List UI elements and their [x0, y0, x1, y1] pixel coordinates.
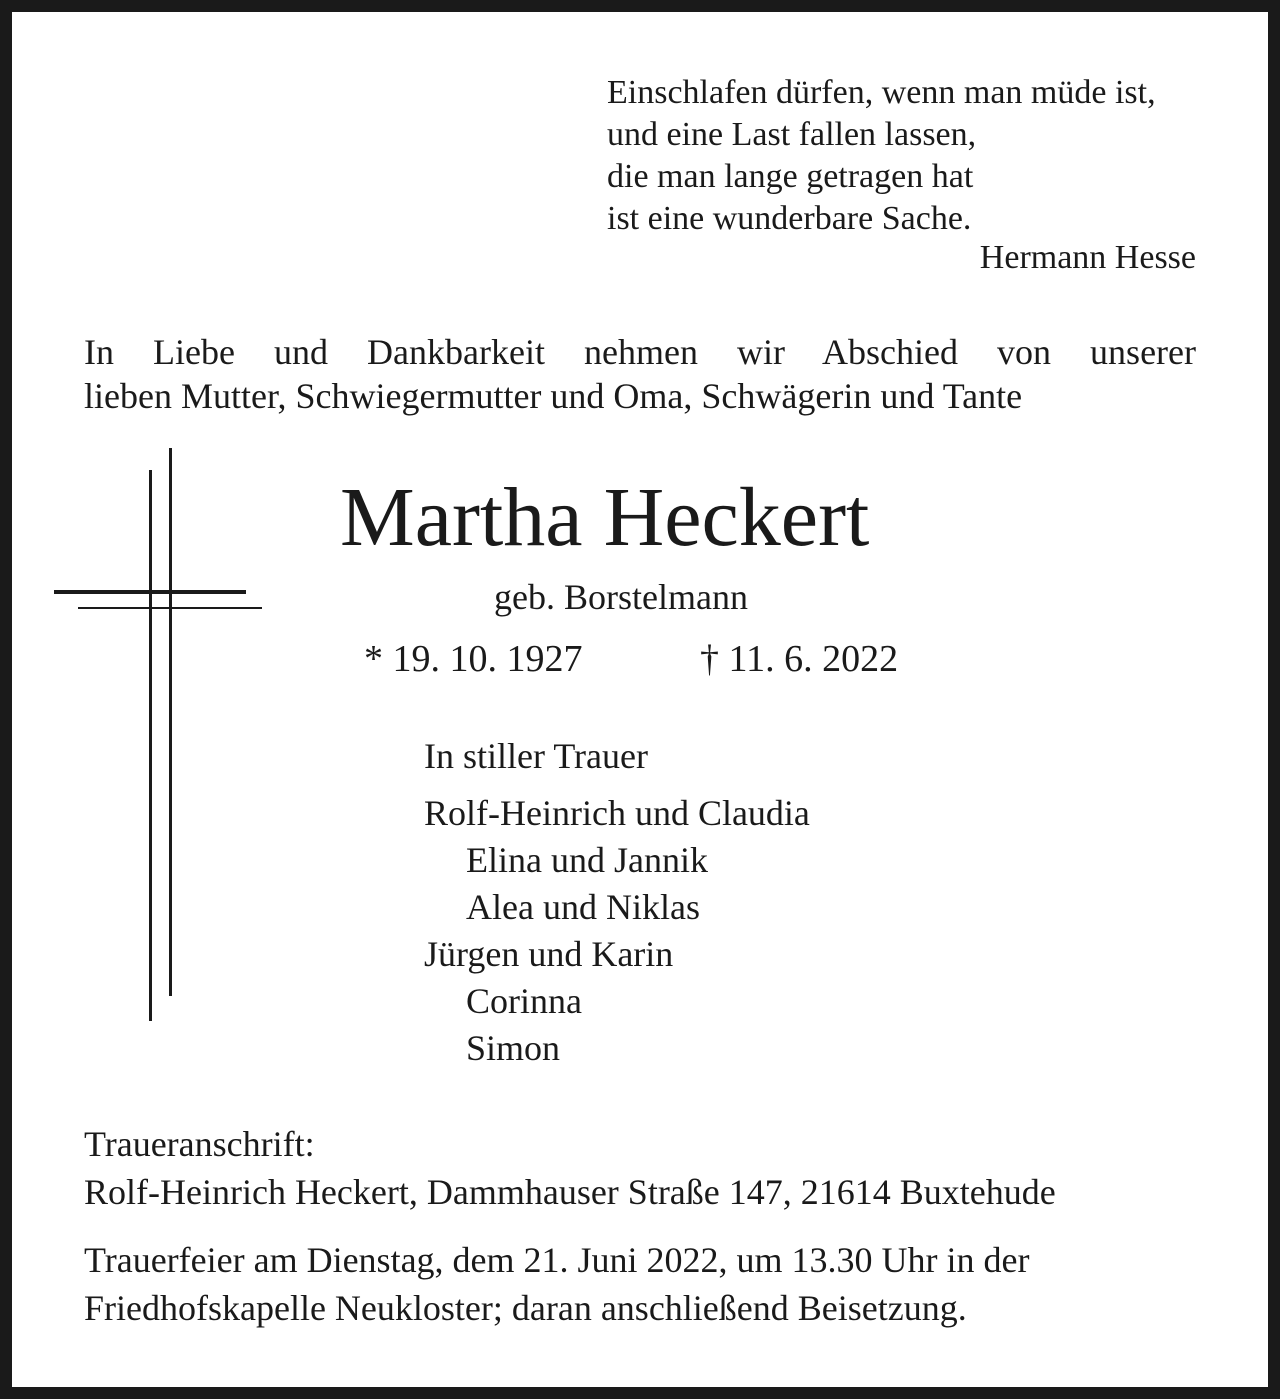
family-member: Simon [466, 1028, 561, 1068]
family-member: Alea und Niklas [466, 887, 700, 927]
poem [607, 72, 1156, 240]
birth-name: geb. Borstelmann [494, 577, 748, 617]
poem-line: die man lange getragen hat [607, 158, 974, 195]
ceremony-line: Trauerfeier am Dienstag, dem 21. Juni 2022, um 13.30 Uhr in der [84, 1240, 1030, 1280]
cross-vertical-bar [169, 448, 172, 996]
intro-text [84, 330, 1196, 418]
deceased-name: Martha Heckert [340, 471, 870, 564]
cross-vertical-bar [149, 470, 152, 1021]
poem-line: und eine Last fallen lassen, [607, 116, 977, 153]
family-member: Elina und Jannik [466, 840, 708, 880]
family-member: Jürgen und Karin [424, 934, 674, 974]
ceremony-line: Friedhofskapelle Neukloster; daran anschließend Beisetzung. [84, 1288, 967, 1328]
family-member: Corinna [466, 981, 582, 1021]
poem-line: Einschlafen dürfen, wenn man müde ist, [607, 74, 1156, 111]
cross-horizontal-bar [54, 590, 246, 594]
ceremony-info [84, 1236, 1030, 1332]
address-label: Traueranschrift: [84, 1124, 315, 1164]
intro-line: In Liebe und Dankbarkeit nehmen wir Abschied von unserer [84, 332, 1196, 372]
cross-horizontal-bar [78, 607, 262, 609]
intro-line: lieben Mutter, Schwiegermutter und Oma, Schwägerin und Tante [84, 376, 1023, 416]
death-date: † 11. 6. 2022 [700, 638, 899, 680]
family-member: Rolf-Heinrich und Claudia [424, 793, 810, 833]
family-list [424, 790, 810, 1072]
address-text: Rolf-Heinrich Heckert, Dammhauser Straße 147, 21614 Buxtehude [84, 1172, 1056, 1212]
poem-line: ist eine wunderbare Sache. [607, 200, 972, 237]
birth-date: * 19. 10. 1927 [364, 638, 583, 680]
poem-author: Hermann Hesse [979, 239, 1196, 276]
mourning-heading: In stiller Trauer [424, 736, 648, 776]
